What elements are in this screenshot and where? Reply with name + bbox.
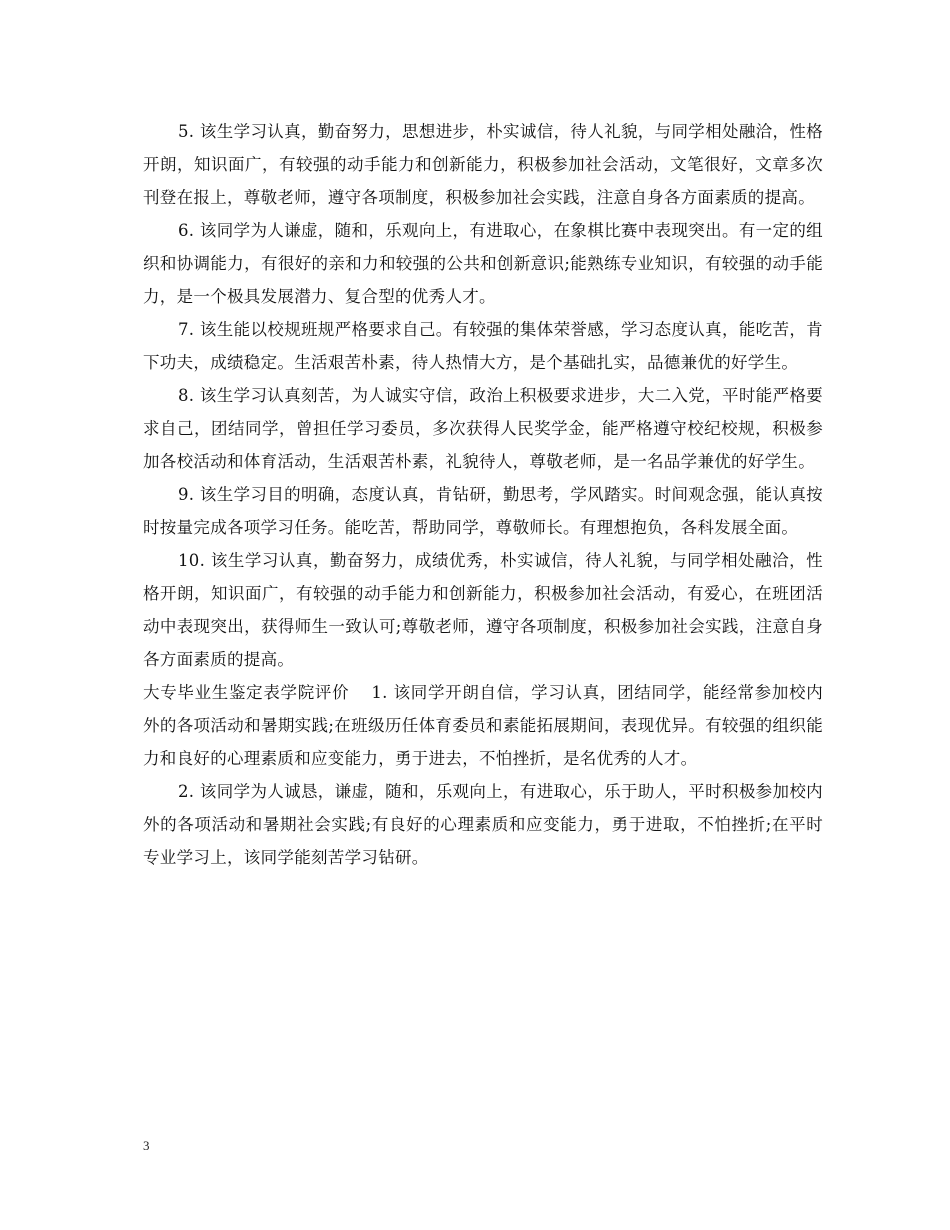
section-item-1: 1. 该同学开朗自信，学习认真，团结同学，能经常参加校内外的各项活动和暑期实践;在班级历任体育委员和素能拓展期间，表现优异。有较强的组织能力和良好的心理素质和应变能力，勇于进去，不怕挫折，是名优秀的人才。 xyxy=(143,683,823,768)
section-paragraph-first xyxy=(143,676,823,775)
paragraph-item-9: 9. 该生学习目的明确，态度认真，肯钻研，勤思考，学风踏实。时间观念强，能认真按时按量完成各项学习任务。能吃苦，帮助同学，尊敬师长。有理想抱负，各科发展全面。 xyxy=(143,485,823,537)
page-number: 3 xyxy=(143,1138,150,1153)
section-heading: 大专毕业生鉴定表学院评价 xyxy=(143,683,350,702)
paragraph-item-5: 5. 该生学习认真，勤奋努力，思想进步，朴实诚信，待人礼貌，与同学相处融洽，性格开朗，知识面广，有较强的动手能力和创新能力，积极参加社会活动，文笔很好，文章多次刊登在报上，尊敬老师，遵守各项制度，积极参加社会实践，注意自身各方面素质的提高。 xyxy=(143,122,823,207)
paragraph-item-10: 10. 该生学习认真，勤奋努力，成绩优秀，朴实诚信，待人礼貌，与同学相处融洽，性格开朗，知识面广，有较强的动手能力和创新能力，积极参加社会活动，有爱心，在班团活动中表现突出，获得师生一致认可;尊敬老师，遵守各项制度，积极参加社会实践，注意自身各方面素质的提高。 xyxy=(143,551,823,669)
document-body xyxy=(143,115,823,874)
paragraph-item-7: 7. 该生能以校规班规严格要求自己。有较强的集体荣誉感，学习态度认真，能吃苦，肯下功夫，成绩稳定。生活艰苦朴素，待人热情大方，是个基础扎实，品德兼优的好学生。 xyxy=(143,320,823,372)
paragraph-item-8: 8. 该生学习认真刻苦，为人诚实守信，政治上积极要求进步，大二入党，平时能严格要求自己，团结同学，曾担任学习委员，多次获得人民奖学金，能严格遵守校纪校规，积极参加各校活动和体育活动，生活艰苦朴素，礼貌待人，尊敬老师，是一名品学兼优的好学生。 xyxy=(143,386,823,471)
paragraph-item-6: 6. 该同学为人谦虚，随和，乐观向上，有进取心，在象棋比赛中表现突出。有一定的组织和协调能力，有很好的亲和力和较强的公共和创新意识;能熟练专业知识，有较强的动手能力，是一个极具发展潜力、复合型的优秀人才。 xyxy=(143,221,823,306)
section-item-2: 2. 该同学为人诚恳，谦虚，随和，乐观向上，有进取心，乐于助人，平时积极参加校内外的各项活动和暑期社会实践;有良好的心理素质和应变能力，勇于进取，不怕挫折;在平时专业学习上，该同学能刻苦学习钻研。 xyxy=(143,782,823,867)
